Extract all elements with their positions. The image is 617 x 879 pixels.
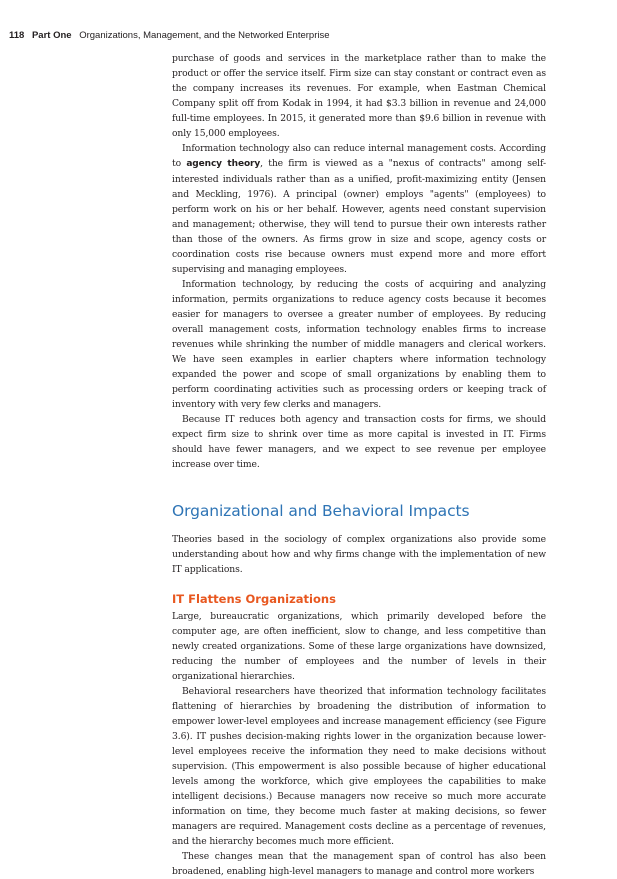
paragraph-1: purchase of goods and services in the marketplace rather than to make the product or offer the service itself. Firm size can stay constant or contract even as the company increases its revenues. For example, when Eastman Chemical Company split off from Kodak in 1994, it had $3.3 billion in revenue and 24,000 full-time employees. In 2015, it generated more than $9.6 billion in revenue with only 15,000 employees. bbox=[172, 53, 546, 139]
paragraph-2-lead: Information technology also can reduce internal management costs. According to bbox=[172, 143, 546, 169]
key-term-agency-theory: agency theory bbox=[186, 159, 261, 169]
part-title: Organizations, Management, and the Networked Enterprise bbox=[79, 30, 330, 41]
paragraph-8: These changes mean that the management span of control has also been broadened, enabling high-level managers to manage and control more workers bbox=[172, 851, 546, 877]
text-column bbox=[172, 51, 546, 879]
paragraph-6: Large, bureaucratic organizations, which primarily developed before the computer age, are often inefficient, slow to change, and less competitive than newly created organizations. Some of these large organizations have downsized, reducing the number of employees and the number of levels in their organizational hierarchies. bbox=[172, 611, 546, 682]
paragraph-7: Behavioral researchers have theorized that information technology facilitates flattening of hierarchies by broadening the distribution of information to empower lower-level employees and increase management efficiency (see Figure 3.6). IT pushes decision-making rights lower in the organization because lower-level employees receive the information they need to make decisions without supervision. (This empowerment is also possible because of higher educational levels among the workforce, which give employees the capabilities to make intelligent decisions.) Because managers now receive so much more accurate information on time, they become much faster at making decisions, so fewer managers are required. Management costs decline as a percentage of revenues, and the hierarchy becomes much more efficient. bbox=[172, 686, 546, 847]
subsection-heading: IT Flattens Organizations bbox=[172, 592, 336, 606]
paragraph-2 bbox=[172, 141, 546, 277]
paragraph-2-rest: , the firm is viewed as a "nexus of contracts" among self-interested individuals rather than as a unified, profit-maximizing entity (Jensen and Meckling, 1976). A principal (owner) employs "agents" (employees) to perform work on his or her behalf. However, agents need constant supervision and management; otherwise, they will tend to pursue their own interests rather than those of the owners. As firms grow in size and scope, agency costs or coordination costs rise because owners must expend more and more effort supervising and managing employees. bbox=[172, 158, 546, 275]
running-head bbox=[9, 30, 330, 41]
paragraph-5: Theories based in the sociology of complex organizations also provide some understanding about how and why firms change with the implementation of new IT applications. bbox=[172, 534, 546, 575]
page-number: 118 bbox=[9, 30, 25, 41]
part-label: Part One bbox=[31, 30, 72, 41]
paragraph-3: Information technology, by reducing the costs of acquiring and analyzing information, permits organizations to reduce agency costs because it becomes easier for managers to oversee a greater number of employees. By reducing overall management costs, information technology enables firms to increase revenues while shrinking the number of middle managers and clerical workers. We have seen examples in earlier chapters where information technology expanded the power and scope of small organizations by enabling them to perform coordinating activities such as processing orders or keeping track of inventory with very few clerks and managers. bbox=[172, 279, 546, 410]
section-heading: Organizational and Behavioral Impacts bbox=[172, 502, 470, 520]
paragraph-4: Because IT reduces both agency and transaction costs for firms, we should expect firm size to shrink over time as more capital is invested in IT. Firms should have fewer managers, and we expect to see revenue per employee increase over time. bbox=[172, 414, 546, 470]
